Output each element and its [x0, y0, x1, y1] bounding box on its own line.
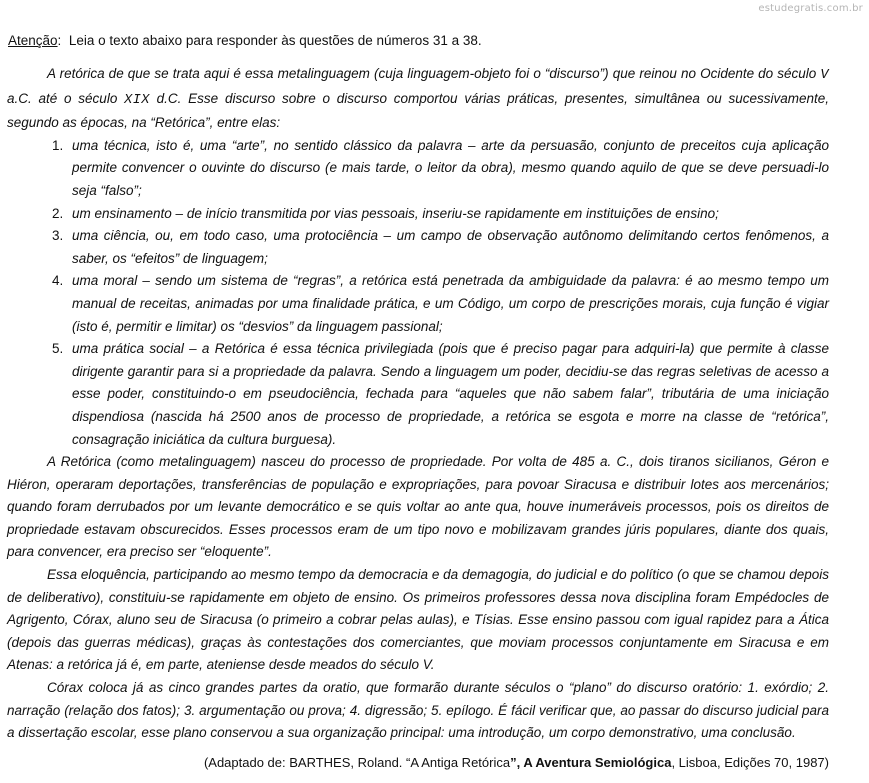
list-text: um ensinamento – de início transmitida por vias pessoais, inseriu-se rapidamente em instituições de ensino; [72, 205, 719, 221]
body-paragraph: A Retórica (como metalinguagem) nasceu do processo de propriedade. Por volta de 485 a. C., dois tiranos sicilianos, Géron e Hiéron, operaram deportações, transferências de população e expropriações, para povoar Siracusa e distribuir lotes aos mercenários; quando foram derrubados por um levante democrático e se quis voltar ao ante qua, houve inumeráveis processos, pois os direitos de propriedade estavam obscurecidos. Esses processos eram de um tipo novo e mobilizavam grandes júris populares, diante dos quais, para convencer, era preciso ser “eloquente”. [7, 454, 829, 560]
retoric-practices-list [7, 135, 829, 451]
intro-text-a: A retórica de que se trata aqui é essa metalinguagem (cuja linguagem-objeto foi o “discurso”) que reinou no Ocidente do século [47, 66, 821, 81]
article-text [7, 63, 829, 745]
list-text: uma técnica, isto é, uma “arte”, no sentido clássico da palavra – arte da persuasão, conjunto de preceitos cuja aplicação permite convencer o ouvinte do discurso (e mais tarde, o leitor da obra), mesmo quando aquilo de que se deve persuadi-lo seja “falso”; [72, 137, 829, 198]
source-suffix: , Lisboa, Edições 70, 1987) [671, 755, 829, 770]
list-text: uma moral – sendo um sistema de “regras”, a retórica está penetrada da ambiguidade da palavra: é ao mesmo tempo um manual de receitas, animadas por uma finalidade prática, e um Código, um corpo de prescrições morais, cuja função é vigiar (isto é, permitir e limitar) os “desvios” da linguagem passional; [72, 273, 829, 334]
list-item [7, 203, 829, 226]
list-number: 1. [52, 137, 64, 153]
list-item [7, 338, 829, 451]
list-number: 5. [52, 341, 64, 357]
intro-text-c: d.C. Esse discurso sobre o discurso comportou várias práticas, presentes, simultânea ou sucessivamente, segundo as épocas, na “Retórica”, entre elas: [7, 90, 830, 131]
site-watermark: estudegratis.com.br [758, 3, 863, 14]
instruction-text: Leia o texto abaixo para responder às questões de números 31 a 38. [68, 33, 482, 48]
list-item [7, 225, 829, 270]
list-number: 3. [52, 228, 64, 244]
century-end: XIX [124, 92, 150, 108]
century-start: V [820, 68, 829, 83]
list-text: uma ciência, ou, em todo caso, uma protociência – um campo de observação autônomo delimitando certos fenômenos, a saber, os “efeitos” de linguagem; [72, 228, 829, 266]
body-paragraph: Córax coloca já as cinco grandes partes da oratio, que formarão durante séculos o “plano” do discurso oratório: 1. exórdio; 2. narração (relação dos fatos); 3. argumentação ou prova; 4. digressão; 5. epílogo. É fácil verificar que, ao passar do discurso judicial para a dissertação escolar, esse plano conservou a sua organização principal: uma introdução, um corpo demonstrativo, uma conclusão. [7, 680, 829, 741]
source-citation [204, 755, 829, 770]
list-number: 2. [52, 205, 64, 221]
source-book-title: A Aventura Semiológica [523, 755, 672, 770]
list-item [7, 270, 829, 338]
list-text: uma prática social – a Retórica é essa técnica privilegiada (pois que é preciso pagar para adquiri-la) que permite à classe dirigente garantir para si a propriedade da palavra. Sendo a linguagem um poder, decidiu-se das regras seletivas de acesso a esse poder, constituindo-o em pseudociência, fechada para “aqueles que não sabem falar”, tributária de uma iniciação dispendiosa (nascida há 2500 anos de processo de propriedade, a retórica se esgota e morre na classe de “retórica”, consagração iniciática da cultura burguesa). [72, 341, 829, 447]
attention-label: Atenção [8, 33, 58, 48]
list-number: 4. [52, 273, 64, 289]
attention-colon: : [57, 33, 62, 48]
intro-paragraph [7, 63, 829, 135]
list-item [7, 135, 829, 203]
source-prefix: (Adaptado de: BARTHES, Roland. “A Antiga Retórica [203, 755, 511, 770]
source-quote-close: ”, [510, 755, 524, 770]
instruction-header [8, 33, 482, 48]
intro-text-b: a.C. até o século [7, 90, 125, 106]
body-paragraph: Essa eloquência, participando ao mesmo tempo da democracia e da demagogia, do judicial e do político (o que se chamou depois de deliberativo), constituiu-se rapidamente em objeto de ensino. Os primeiros professores dessa nova disciplina foram Empédocles de Agrigento, Córax, aluno seu de Siracusa (o primeiro a cobrar pelas aulas), e Tísias. Esse ensino passou com igual rapidez para a Ática (depois das guerras médicas), graças às contestações dos comerciantes, que moviam processos conjuntamente em Siracusa e em Atenas: a retórica já é, em parte, ateniense desde meados do século V. [7, 567, 829, 673]
